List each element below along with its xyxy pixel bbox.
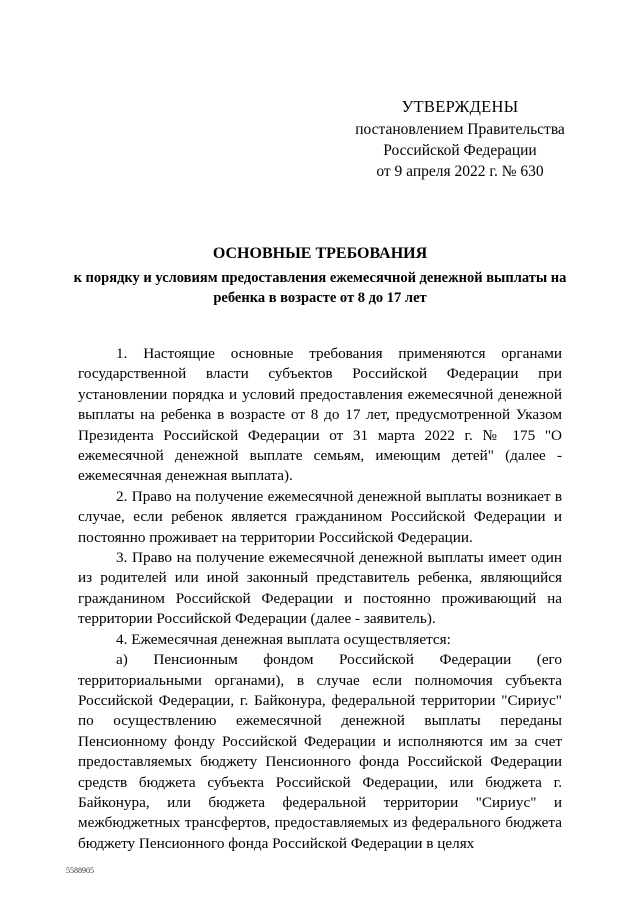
approval-line-3: от 9 апреля 2022 г. № 630 (376, 163, 544, 180)
footer-document-code: 5588905 (66, 866, 94, 875)
approval-title: УТВЕРЖДЕНЫ (401, 97, 519, 116)
approval-stamp-block (340, 96, 580, 182)
paragraph-1: 1. Настоящие основные требования применяются органами государственной власти субъектов Российской Федерации при установлении порядка и условий предоставления ежемесячной денежной выплаты на ребенка в возрасте от 8 до 17 лет, предусмотренной Указом Президента Российской Федерации от 31 марта 2022 г. № 175 "О ежемесячной денежной выплате семьям, имеющим детей" (далее - ежемесячная денежная выплата). (78, 345, 562, 485)
paragraph-3: 3. Право на получение ежемесячной денежной выплаты имеет один из родителей или иной законный представитель ребенка, являющийся гражданином Российской Федерации и постоянно проживающий на территории Российской Федерации (далее - заявитель). (78, 549, 562, 628)
approval-line-2: Российской Федерации (383, 142, 537, 159)
document-title: ОСНОВНЫЕ ТРЕБОВАНИЯ (212, 245, 428, 262)
paragraph-4: 4. Ежемесячная денежная выплата осуществляется: (116, 630, 451, 648)
paragraph-4a: а) Пенсионным фондом Российской Федерации (его территориальными органами), в случае если полномочия субъекта Российской Федерации, г. Байконура, федеральной территории "Сириус" по осуществлению ежемесячной денежной выплаты переданы Пенсионному фонду Российской Федерации и исполняются им за счет предоставляемых бюджету Пенсионного фонда Российской Федерации средств бюджета субъекта Российской Федерации, или бюджета г. Байконура, или бюджета федеральной территории "Сириус" и межбюджетных трансфертов, предоставляемых из федерального бюджета бюджету Пенсионного фонда Российской Федерации в целях (78, 651, 562, 852)
approval-line-1: постановлением Правительства (355, 121, 565, 138)
paragraph-2: 2. Право на получение ежемесячной денежной выплаты возникает в случае, если ребенок является гражданином Российской Федерации и постоянно проживает на территории Российской Федерации. (78, 487, 562, 546)
document-body (78, 344, 562, 854)
document-subtitle: к порядку и условиям предоставления ежемесячной денежной выплаты на ребенка в возрасте от 8 до 17 лет (73, 270, 567, 306)
